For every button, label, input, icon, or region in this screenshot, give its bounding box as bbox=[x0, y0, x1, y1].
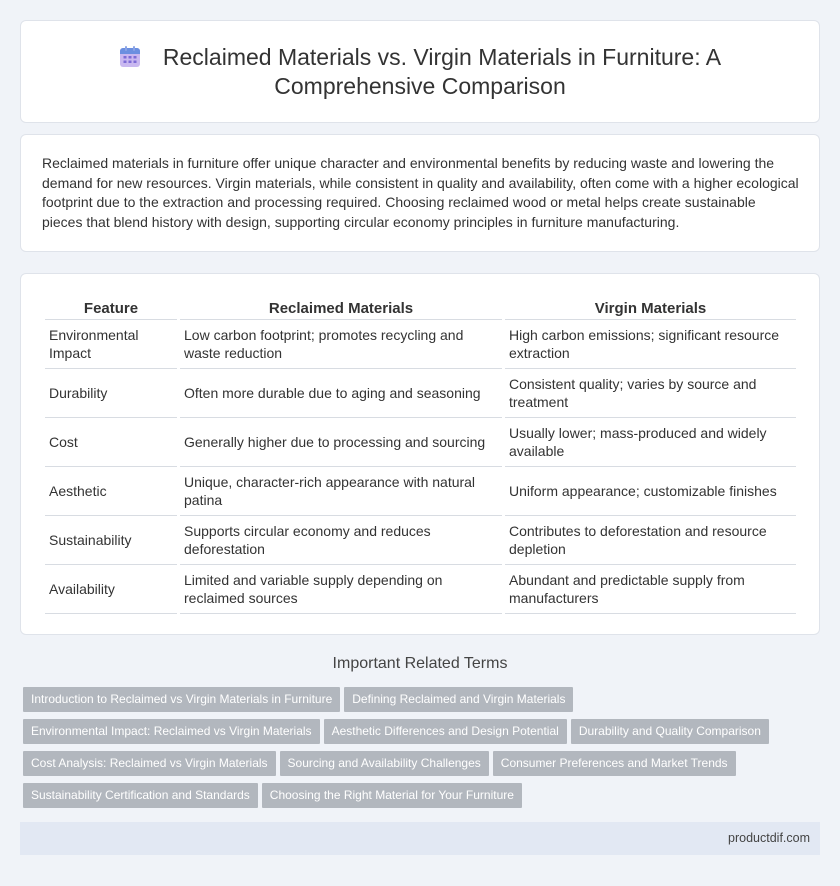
reclaimed-cell: Low carbon footprint; promotes recycling and waste reduction bbox=[180, 320, 502, 369]
virgin-cell: Uniform appearance; customizable finishes bbox=[505, 467, 796, 516]
related-term-tag[interactable]: Sourcing and Availability Challenges bbox=[280, 751, 489, 776]
reclaimed-cell: Generally higher due to processing and sourcing bbox=[180, 418, 502, 467]
table-row bbox=[45, 516, 796, 565]
table-header-row bbox=[45, 295, 796, 320]
page-title-text: Reclaimed Materials vs. Virgin Materials in Furniture: A Comprehensive Comparison bbox=[162, 44, 722, 99]
feature-cell: Environmental Impact bbox=[45, 320, 177, 369]
feature-cell: Cost bbox=[45, 418, 177, 467]
reclaimed-cell: Unique, character-rich appearance with natural patina bbox=[180, 467, 502, 516]
related-term-tag[interactable]: Sustainability Certification and Standards bbox=[23, 783, 258, 808]
feature-cell: Aesthetic bbox=[45, 467, 177, 516]
table-row bbox=[45, 369, 796, 418]
virgin-cell: Consistent quality; varies by source and treatment bbox=[505, 369, 796, 418]
virgin-cell: Contributes to deforestation and resource depletion bbox=[505, 516, 796, 565]
related-term-tag[interactable]: Durability and Quality Comparison bbox=[571, 719, 769, 744]
intro-card bbox=[20, 134, 820, 252]
title-card bbox=[20, 20, 820, 123]
related-terms-list bbox=[23, 687, 823, 815]
comparison-table-card bbox=[20, 273, 820, 635]
virgin-cell: Usually lower; mass-produced and widely available bbox=[505, 418, 796, 467]
related-term-tag[interactable]: Introduction to Reclaimed vs Virgin Materials in Furniture bbox=[23, 687, 340, 712]
virgin-cell: High carbon emissions; significant resource extraction bbox=[505, 320, 796, 369]
related-term-tag[interactable]: Choosing the Right Material for Your Furniture bbox=[262, 783, 522, 808]
related-terms-heading: Important Related Terms bbox=[332, 655, 508, 672]
table-row bbox=[45, 467, 796, 516]
related-term-tag[interactable]: Cost Analysis: Reclaimed vs Virgin Materials bbox=[23, 751, 276, 776]
header-reclaimed: Reclaimed Materials bbox=[180, 295, 502, 320]
related-term-tag[interactable]: Consumer Preferences and Market Trends bbox=[493, 751, 736, 776]
feature-cell: Durability bbox=[45, 369, 177, 418]
reclaimed-cell: Limited and variable supply depending on reclaimed sources bbox=[180, 565, 502, 614]
feature-cell: Sustainability bbox=[45, 516, 177, 565]
page-title bbox=[21, 43, 819, 101]
intro-paragraph: Reclaimed materials in furniture offer unique character and environmental benefits by reducing waste and lowering the demand for new resources. Virgin materials, while consistent in quality and availability, often come with a higher ecological footprint due to the extraction and processing required. Choosing reclaimed wood or metal helps create sustainable pieces that blend history with design, supporting circular economy principles in furniture manufacturing. bbox=[42, 155, 799, 230]
comparison-table bbox=[42, 295, 799, 614]
footer-site-name: productdif.com bbox=[728, 831, 810, 845]
related-term-tag[interactable]: Environmental Impact: Reclaimed vs Virgin Materials bbox=[23, 719, 320, 744]
reclaimed-cell: Often more durable due to aging and seasoning bbox=[180, 369, 502, 418]
calendar-icon bbox=[119, 46, 141, 68]
reclaimed-cell: Supports circular economy and reduces deforestation bbox=[180, 516, 502, 565]
table-row bbox=[45, 565, 796, 614]
table-row bbox=[45, 320, 796, 369]
header-virgin: Virgin Materials bbox=[505, 295, 796, 320]
table-row bbox=[45, 418, 796, 467]
related-term-tag[interactable]: Defining Reclaimed and Virgin Materials bbox=[344, 687, 573, 712]
related-term-tag[interactable]: Aesthetic Differences and Design Potential bbox=[324, 719, 567, 744]
footer bbox=[20, 822, 820, 855]
header-feature: Feature bbox=[45, 295, 177, 320]
feature-cell: Availability bbox=[45, 565, 177, 614]
virgin-cell: Abundant and predictable supply from manufacturers bbox=[505, 565, 796, 614]
